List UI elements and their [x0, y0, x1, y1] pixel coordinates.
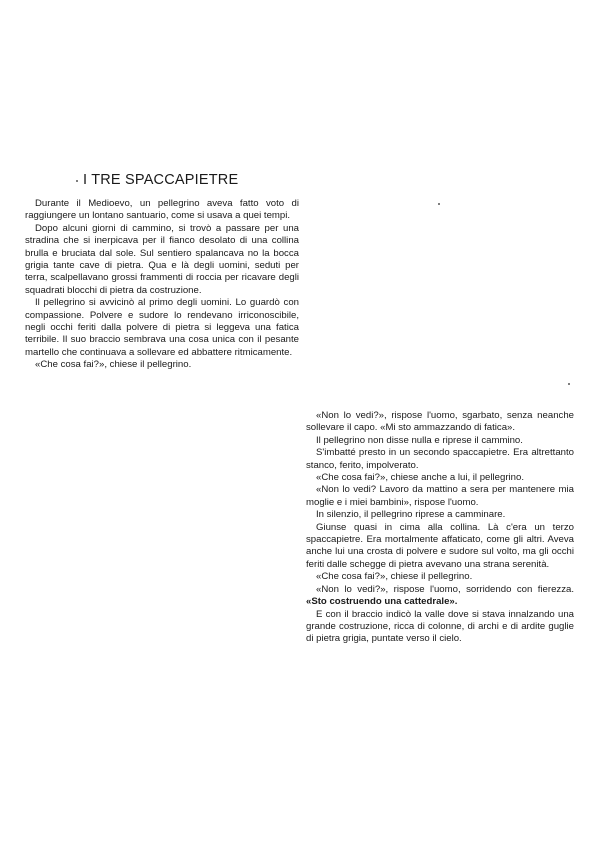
left-text-column: [25, 198, 299, 372]
right-text-column: [306, 410, 574, 646]
third-answer-prefix: «Non lo vedi?», rispose l'uomo, sorridendo con fierezza.: [316, 583, 574, 595]
paragraph-third-question: «Che cosa fai?», chiese il pellegrino.: [316, 571, 473, 583]
paragraph-first-worker: Il pellegrino si avvicinò al primo degli uomini. Lo guardò con compassione. Polvere e sudore lo rendevano irriconoscibile, negli occhi feriti dalla polvere di pietra si leggeva una fatica terribile. Il suo braccio sembrava una cosa unica con il pesante martello che continuava a sollevare ed abbattere ritmicamente.: [25, 297, 299, 358]
paragraph-silence: In silenzio, il pellegrino riprese a camminare.: [316, 509, 506, 521]
paragraph-second-worker: S'imbatté presto in un secondo spaccapietre. Era altrettanto stanco, ferito, impolverato.: [306, 447, 574, 471]
paragraph-intro: Durante il Medioevo, un pellegrino aveva fatto voto di raggiungere un lontano santuario, come si usava a quei tempi.: [25, 198, 299, 222]
paragraph-first-answer: «Non lo vedi?», rispose l'uomo, sgarbato, senza neanche sollevare il capo. «Mi sto ammazzando di fatica».: [306, 410, 574, 434]
scan-speck: [438, 203, 440, 205]
paragraph-third-answer: [306, 584, 574, 609]
scan-speck: [76, 180, 78, 182]
paragraph-second-question: «Che cosa fai?», chiese anche a lui, il pellegrino.: [316, 472, 524, 484]
paragraph-journey: Dopo alcuni giorni di cammino, si trovò a passare per una stradina che si inerpicava per il fianco desolato di una collina brulla e bruciata dal sole. Sul sentiero spalancava no la bocca grigia tante cave di pietra. Qua e là degli uomini, seduti per terra, scalpellavano grossi frammenti di roccia per ricavare degli squadrati blocchi di pietra da costruzione.: [25, 222, 299, 296]
paragraph-walks-on: Il pellegrino non disse nulla e riprese il cammino.: [316, 434, 523, 446]
paragraph-second-answer: «Non lo vedi? Lavoro da mattino a sera per mantenere mia moglie e i miei bambini», rispose l'uomo.: [306, 484, 574, 508]
third-answer-emphasis: «Sto costruendo una cattedrale».: [306, 596, 458, 608]
paragraph-ending: E con il braccio indicò la valle dove si stava innalzando una grande costruzione, ricca di colonne, di archi e di ardite guglie di pietra grigia, puntate verso il cielo.: [306, 608, 574, 645]
page-title: I TRE SPACCAPIETRE: [83, 172, 239, 188]
scan-speck: [568, 383, 570, 385]
paragraph-third-worker: Giunse quasi in cima alla collina. Là c'era un terzo spaccapietre. Era mortalmente affaticato, come gli altri. Aveva anche lui una crosta di polvere e sudore sul volto, ma gli occhi feriti dalle schegge di pietra avevano una strana serenità.: [306, 521, 574, 570]
paragraph-first-question: «Che cosa fai?», chiese il pellegrino.: [35, 359, 192, 371]
